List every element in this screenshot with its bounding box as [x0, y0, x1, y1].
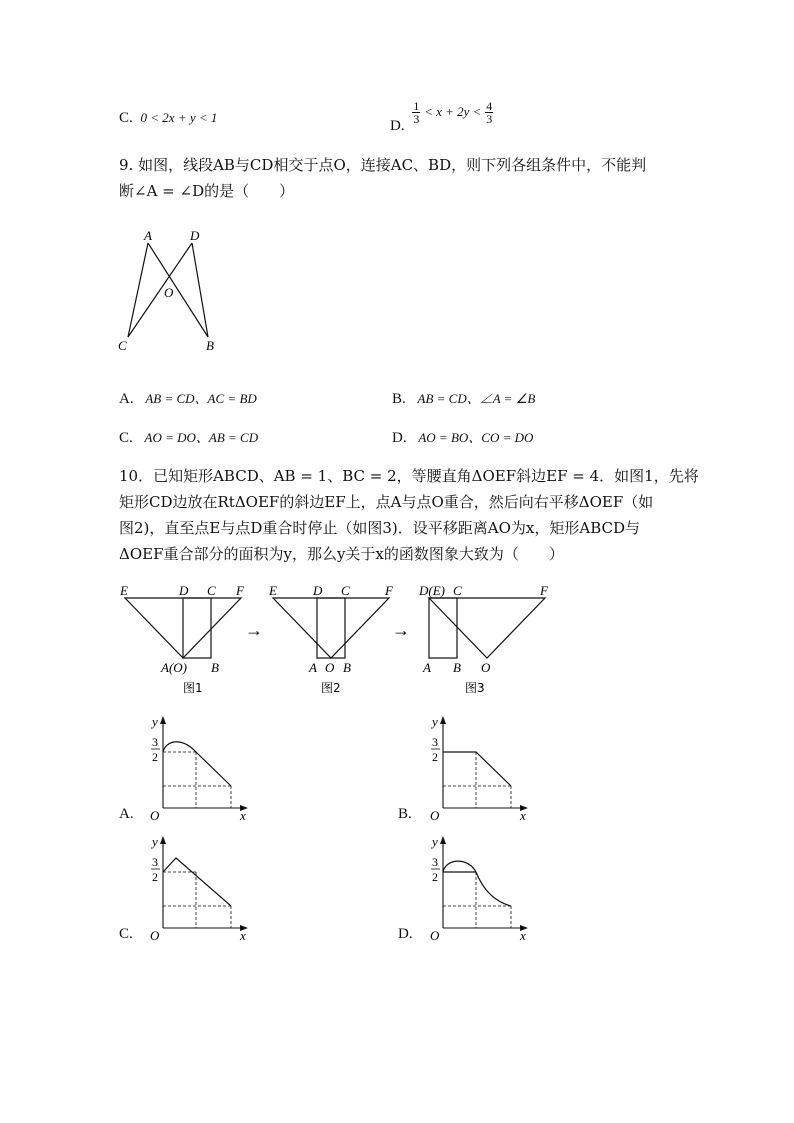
label-e: E — [269, 583, 277, 598]
label-d: D — [190, 228, 200, 243]
y-label: y — [152, 834, 158, 849]
caption-fig3: 图3 — [465, 681, 485, 695]
option-label: B. — [392, 391, 406, 407]
label-o: O — [325, 660, 335, 675]
option-expr: < x + 2y < — [424, 103, 482, 119]
label-d: D — [313, 583, 323, 598]
figure-3 — [418, 583, 549, 695]
label-a: A — [144, 228, 152, 243]
fraction-four-thirds: $\frac{4}{3}$ — [486, 99, 493, 126]
rectangle-abcd — [429, 598, 457, 658]
q8-option-c[interactable] — [119, 110, 217, 127]
rectangle-abcd — [317, 598, 345, 658]
label-c: C — [453, 583, 462, 598]
origin-label: O — [150, 808, 160, 823]
segment-ab — [148, 243, 208, 337]
frac-den: 2 — [152, 870, 158, 884]
option-text: AB = CD、∠A = ∠B — [417, 391, 536, 406]
function-curve — [163, 858, 231, 906]
q8-option-d[interactable] — [390, 99, 493, 134]
option-text: AO = DO、AB = CD — [144, 430, 259, 445]
figure-1 — [119, 583, 245, 695]
q10-stem-line4: ΔOEF重合部分的面积为y，那么y关于x的函数图象大致为（ ） — [119, 545, 564, 563]
y-arrow-icon — [440, 716, 446, 724]
segment-db — [192, 243, 208, 337]
y-label: y — [432, 714, 438, 729]
q10-option-d-graph[interactable] — [420, 832, 535, 944]
label-b: B — [206, 338, 214, 353]
q10-figures — [115, 580, 565, 700]
function-curve — [443, 861, 511, 906]
option-label: C. — [119, 110, 133, 126]
y-label: y — [432, 834, 438, 849]
y-arrow-icon — [160, 836, 166, 844]
label-a: A — [309, 660, 317, 675]
label-c: C — [341, 583, 350, 598]
function-curve — [443, 752, 511, 786]
q9-option-a[interactable] — [119, 388, 257, 408]
arrow-2: → — [392, 620, 410, 640]
origin-label: O — [150, 928, 160, 943]
label-e: E — [120, 583, 128, 598]
y-arrow-icon — [160, 716, 166, 724]
label-b: B — [453, 660, 461, 675]
label-d: D — [179, 583, 189, 598]
arrow-1: → — [245, 620, 263, 640]
q10-option-a-label[interactable]: A. — [119, 806, 134, 822]
frac-den: 2 — [432, 870, 438, 884]
y-label: y — [152, 714, 158, 729]
origin-label: O — [430, 808, 440, 823]
option-label: D. — [390, 117, 405, 134]
caption-fig2: 图2 — [321, 681, 341, 695]
q9-option-c[interactable] — [119, 427, 258, 447]
origin-label: O — [430, 928, 440, 943]
triangle-oef — [429, 598, 545, 658]
q10-stem-line2: 矩形CD边放在RtΔOEF的斜边EF上，点A与点O重合，然后向右平移ΔOEF（如 — [119, 493, 654, 511]
rectangle-abcd — [183, 598, 211, 658]
label-b: B — [343, 660, 351, 675]
q10-option-b-graph[interactable] — [420, 712, 535, 824]
frac-num: 3 — [152, 855, 158, 869]
x-label: x — [240, 928, 246, 943]
q10-option-d-label[interactable]: D. — [398, 926, 413, 942]
option-label: A. — [119, 391, 134, 407]
q9-stem-line2: 断∠A = ∠D的是（ ） — [119, 182, 295, 200]
q9-stem-line1: 9. 如图，线段AB与CD相交于点O，连接AC、BD，则下列各组条件中，不能判 — [119, 156, 647, 174]
label-c: C — [118, 338, 127, 353]
option-label: D. — [392, 430, 407, 446]
q9-figure — [110, 225, 230, 355]
q10-stem-line3: 图2)，直至点E与点D重合时停止（如图3)．设平移距离AO为x，矩形ABCD与 — [119, 519, 640, 537]
caption-fig1: 图1 — [183, 681, 203, 695]
q10-option-a-graph[interactable] — [140, 712, 255, 824]
function-curve — [163, 742, 231, 786]
label-b: B — [211, 660, 219, 675]
frac-num: 3 — [432, 735, 438, 749]
frac-num: 3 — [432, 855, 438, 869]
option-label: C. — [119, 430, 133, 446]
label-d-e: D(E) — [419, 583, 445, 598]
frac-den: 2 — [152, 750, 158, 764]
frac-num: 3 — [152, 735, 158, 749]
label-o: O — [164, 285, 174, 300]
option-text: AO = BO、CO = DO — [418, 430, 534, 445]
label-c: C — [207, 583, 216, 598]
q10-option-c-label[interactable]: C. — [119, 926, 133, 942]
q10-option-b-label[interactable]: B. — [398, 806, 412, 822]
option-expr: 0 < 2x + y < 1 — [140, 110, 218, 125]
label-a: A — [423, 660, 431, 675]
figure-2 — [268, 583, 394, 695]
label-f: F — [385, 583, 393, 598]
triangle-oef — [273, 598, 389, 658]
label-f: F — [236, 583, 244, 598]
option-text: AB = CD、AC = BD — [145, 391, 257, 406]
q9-option-d[interactable] — [392, 427, 533, 447]
x-label: x — [520, 928, 526, 943]
label-o: O — [481, 660, 491, 675]
fraction-one-third: $\frac{1}{3}$ — [413, 99, 420, 126]
q10-stem-line1: 10．已知矩形ABCD、AB = 1、BC = 2，等腰直角ΔOEF斜边EF = 4．如图1，先将 — [119, 467, 699, 485]
y-arrow-icon — [440, 836, 446, 844]
x-label: x — [520, 808, 526, 823]
q9-option-b[interactable] — [392, 388, 535, 408]
label-f: F — [540, 583, 548, 598]
label-a-o: A(O) — [161, 660, 187, 675]
frac-den: 2 — [432, 750, 438, 764]
x-label: x — [240, 808, 246, 823]
q10-option-c-graph[interactable] — [140, 832, 255, 944]
